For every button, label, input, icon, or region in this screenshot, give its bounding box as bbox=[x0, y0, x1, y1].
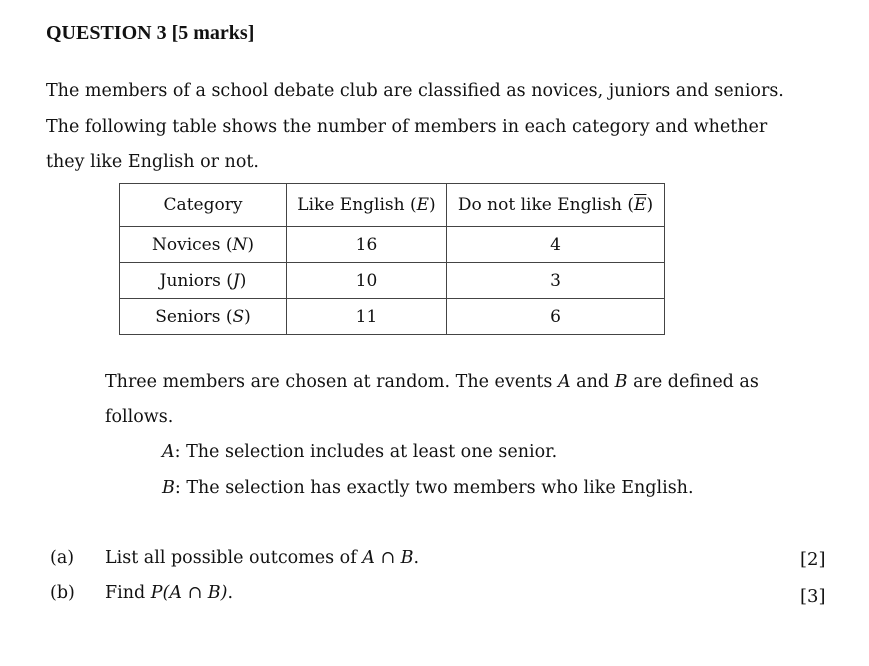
cell-like: 10 bbox=[287, 263, 447, 299]
question-title: QUESTION 3 [5 marks] bbox=[46, 22, 255, 44]
intro-line-3: they like English or not. bbox=[46, 152, 259, 172]
part-a-marks: [2] bbox=[800, 549, 826, 570]
cell-dislike: 6 bbox=[447, 299, 665, 335]
header-category: Category bbox=[120, 184, 287, 227]
row-label: Novices (N) bbox=[120, 227, 287, 263]
header-dislike-english: Do not like English $(\overline{E})$ bbox=[447, 184, 665, 227]
cell-dislike: 4 bbox=[447, 227, 665, 263]
cell-like: 16 bbox=[287, 227, 447, 263]
event-a-definition: A: The selection includes at least one senior. bbox=[162, 442, 558, 462]
part-b-question: Find P(A ∩ B). bbox=[105, 583, 234, 603]
setup-line-1: Three members are chosen at random. The events A and B are defined as bbox=[105, 372, 759, 392]
table-row bbox=[120, 263, 665, 299]
setup-line-2: follows. bbox=[105, 407, 174, 427]
table-row bbox=[120, 299, 665, 335]
header-like-english: Like English (E) bbox=[287, 184, 447, 227]
part-a-label: (a) bbox=[50, 548, 75, 568]
row-label: Seniors (S) bbox=[120, 299, 287, 335]
event-b-definition: B: The selection has exactly two members who like English. bbox=[162, 478, 694, 498]
part-b-marks: [3] bbox=[800, 586, 826, 607]
cell-like: 11 bbox=[287, 299, 447, 335]
row-label: Juniors (J) bbox=[120, 263, 287, 299]
table-header-row bbox=[120, 184, 665, 227]
intro-line-2: The following table shows the number of members in each category and whether bbox=[46, 117, 768, 137]
intro-line-1: The members of a school debate club are classified as novices, juniors and seniors. bbox=[46, 81, 784, 101]
part-b-label: (b) bbox=[50, 583, 75, 603]
table-row bbox=[120, 227, 665, 263]
members-table bbox=[119, 183, 665, 335]
part-a-question: List all possible outcomes of A ∩ B. bbox=[105, 548, 420, 568]
cell-dislike: 3 bbox=[447, 263, 665, 299]
